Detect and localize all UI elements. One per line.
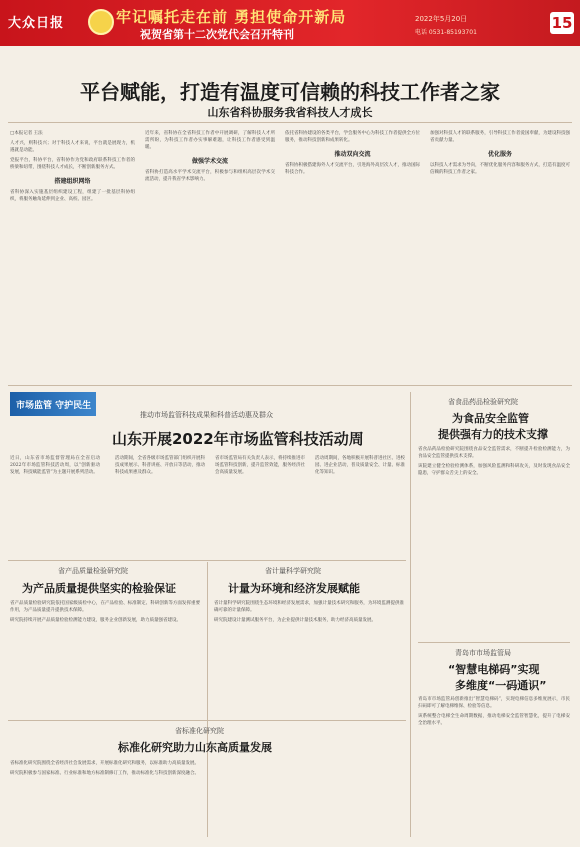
food-kicker: 省食品药品检验研究院 (448, 398, 518, 406)
divider (8, 385, 572, 386)
divider (8, 560, 406, 561)
market-kicker: 推动市场监管科技成果和科普活动惠及群众 (140, 411, 273, 419)
section-title: 做强学术交流 (191, 158, 228, 165)
market-column-4 (315, 455, 405, 550)
divider (8, 122, 572, 123)
food-headline-2: 提供强有力的技术支撑 (438, 428, 548, 441)
paragraph: 活动期间，全省各级市场监管部门组织开展科技成果展示、科普讲座、开放日等活动，推动科技成果惠及群众。 (115, 456, 205, 475)
newspaper-logo: 大众日报 (8, 16, 65, 31)
standard-kicker: 省标准化研究院 (175, 727, 224, 735)
paragraph: 党报平台，科协平台，省科协作为党和政府联系科技工作者的桥梁和纽带，围绕科技人才成长，不断创新服务方式。 (10, 158, 135, 170)
lead-column-2 (145, 130, 275, 375)
market-column-1 (10, 455, 100, 550)
market-column-3 (215, 455, 305, 550)
paragraph: 活动周期间，各地积极开展科普进社区、进校园、进企业活动，普及质量安全、计量、标准化等知识。 (315, 456, 405, 475)
lead-column-4 (430, 130, 570, 375)
metrology-kicker: 省计量科学研究院 (265, 567, 321, 575)
metrology-body (214, 600, 404, 700)
food-headline-1: 为食品安全监管 (452, 412, 529, 425)
paragraph: 该院建立健全检验检测体系，加强风险监测和科研攻关，及时发现食品安全隐患，守护群众舌尖上的安全。 (418, 464, 570, 476)
paragraph: 省标准化研究院围绕全省经济社会发展需求，开展标准化研究和服务，以标准助力高质量发展。 (10, 761, 199, 766)
section-title: 优化服务 (487, 151, 512, 158)
market-section-photo (10, 392, 96, 416)
quality-body (10, 600, 200, 700)
lead-column-1 (10, 130, 135, 375)
lead-subheadline: 山东省科协服务我省科技人才成长 (207, 106, 373, 119)
qingdao-kicker: 青岛市市场监管局 (455, 649, 511, 657)
paragraph: 省科协打造高水平学术交流平台，积极参与和组织高层次学术交流活动，提升我省学术影响力。 (145, 170, 275, 182)
paragraph: 加强对科技人才的联系服务，引导科技工作者爱国奉献，为建设科技强省贡献力量。 (430, 131, 570, 143)
paragraph: 研究院积极参与国家标准、行业标准和地方标准制修订工作，推动标准化与科技创新深度融合。 (10, 771, 199, 776)
paragraph: 省科协深入实施基层组织建设工程，组建了一批基层科协组织，将服务触角延伸到企业、高校、园区。 (10, 190, 135, 202)
paragraph: 近日，山东省市场监督管理局在全省启动2022年市场监管科技活动周，以“创新驱动发展，科技赋能监管”为主题开展系列活动。 (10, 456, 100, 475)
byline: □本报记者 王法 (10, 131, 43, 136)
paragraph: 省食品药品检验研究院围绕食品安全监管需求，不断提升检验检测能力，为食品安全监管提供技术支撑。 (418, 447, 570, 459)
standard-headline: 标准化研究助力山东高质量发展 (118, 741, 272, 754)
lead-headline: 平台赋能，打造有温度可信赖的科技工作者之家 (80, 80, 500, 104)
quality-kicker: 省产品质量检验研究院 (58, 567, 128, 575)
masthead-banner (0, 0, 580, 46)
paragraph: 近年来，省科协在全省科技工作者中开展调研，了解科技人才所需所盼，为科技工作者办实事解难题，让科技工作者感受到温暖。 (145, 131, 275, 150)
editor-contact: 电话 0531-85193701 (415, 29, 477, 36)
paragraph: 省市场监管局有关负责人表示，将持续推进市场监管科技创新，提升监管效能，服务经济社会高质量发展。 (215, 456, 305, 475)
slogan-line-1: 牢记嘱托走在前 勇担使命开新局 (116, 8, 347, 26)
divider (8, 720, 406, 721)
party-emblem-icon (88, 9, 114, 35)
qingdao-headline-2: 多维度“一码通识” (455, 679, 547, 692)
column-divider (410, 392, 411, 837)
standard-body (10, 760, 406, 840)
paragraph: 省产品质量检验研究院依托国家级质检中心，在产品检验、标准制定、科研创新等方面发挥重要作用，为产品质量提升提供技术保障。 (10, 601, 200, 613)
metrology-headline: 计量为环境和经济发展赋能 (228, 582, 360, 595)
paragraph: 人才兴，则科技兴；对于科技人才来说，平台就是展现力，机遇就是动能。 (10, 141, 135, 153)
paragraph: 依托省科协建设的各类平台，学会服务中心为科技工作者提供全方位服务，推动科技创新和成果转化。 (285, 131, 420, 143)
slogan-line-2: 祝贺省第十二次党代会召开特刊 (140, 28, 294, 41)
qingdao-body (418, 696, 570, 836)
issue-date: 2022年5月20日 (415, 15, 468, 23)
photo-caption: 市场监管 守护民生 (16, 401, 92, 411)
page-number: 15 (551, 14, 573, 32)
paragraph: 研究院持续开展产品质量检验检测能力建设，服务企业创新发展，助力质量强省建设。 (10, 618, 181, 623)
food-body (418, 446, 570, 636)
paragraph: 研究院建设计量测试服务平台，为企业提供计量技术服务，助力经济高质量发展。 (214, 618, 376, 623)
market-headline: 山东开展2022年市场监管科技活动周 (112, 430, 364, 448)
paragraph: 省科协积极搭建海外人才交流平台，引进海外高层次人才，推动国际科技合作。 (285, 163, 420, 175)
paragraph: 省计量科学研究院围绕生态环境和经济发展需求，加强计量技术研究和服务，为环境监测提供准确可靠的计量保障。 (214, 601, 404, 613)
paragraph: 该系统整合电梯全生命周期数据，推动电梯安全监管智慧化，提升了电梯安全治理水平。 (418, 714, 570, 726)
divider (418, 642, 570, 643)
section-title: 推动双向交流 (334, 151, 371, 158)
market-column-2 (115, 455, 205, 550)
section-title: 搭建组织网络 (54, 178, 91, 185)
quality-headline: 为产品质量提供坚实的检验保证 (22, 582, 176, 595)
paragraph: 青岛市市场监管局创新推出“智慧电梯码”，实现电梯信息多维度展示，市民扫码即可了解电梯维保、检验等信息。 (418, 697, 570, 709)
lead-column-3 (285, 130, 420, 375)
qingdao-headline-1: “智慧电梯码”实现 (448, 663, 540, 676)
paragraph: 以科技人才需求为导向，不断优化服务内容和服务方式，打造有温度可信赖的科技工作者之家。 (430, 163, 570, 175)
